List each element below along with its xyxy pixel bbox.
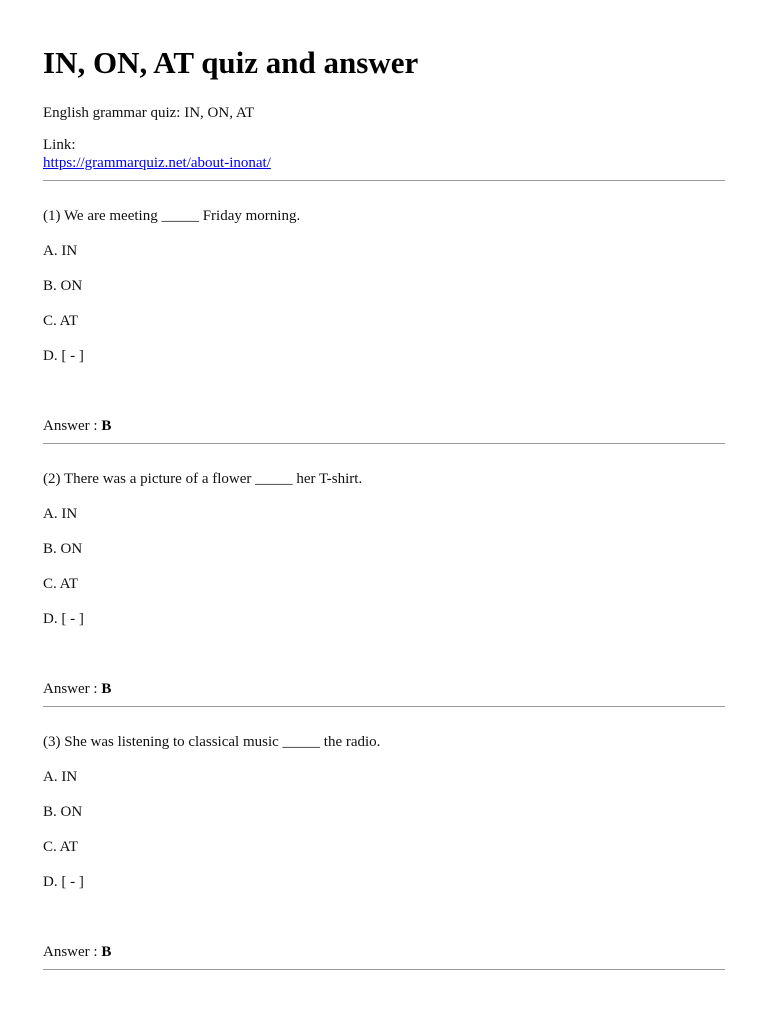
question-text: (1) We are meeting _____ Friday morning. — [43, 208, 301, 224]
option-d: D. [ - ] — [43, 348, 84, 364]
link-label: Link: — [43, 137, 76, 153]
option-d: D. [ - ] — [43, 874, 84, 890]
page-title: IN, ON, AT quiz and answer — [43, 45, 419, 80]
answer-value: B — [101, 418, 112, 434]
option-c: C. AT — [43, 313, 79, 329]
option-c: C. AT — [43, 576, 79, 592]
question-text: (2) There was a picture of a flower _____ her T-shirt. — [43, 471, 363, 487]
option-b: B. ON — [43, 541, 83, 557]
answer-value: B — [101, 681, 112, 697]
option-b: B. ON — [43, 804, 83, 820]
option-a: A. IN — [43, 769, 78, 785]
answer-label: Answer : — [43, 681, 102, 697]
question-divider — [43, 969, 725, 970]
option-a: A. IN — [43, 506, 78, 522]
question-text: (3) She was listening to classical music _____ the radio. — [43, 734, 381, 750]
answer-line — [43, 417, 725, 435]
answer-label: Answer : — [43, 418, 102, 434]
answer-value: B — [101, 944, 112, 960]
answer-line — [43, 680, 725, 698]
question-block-1 — [43, 181, 725, 444]
answer-line — [43, 943, 725, 961]
option-b: B. ON — [43, 278, 83, 294]
page-subtitle: English grammar quiz: IN, ON, AT — [43, 105, 255, 121]
question-block-2 — [43, 444, 725, 707]
question-block-3 — [43, 707, 725, 970]
option-c: C. AT — [43, 839, 79, 855]
option-d: D. [ - ] — [43, 611, 84, 627]
source-link[interactable]: https://grammarquiz.net/about-inonat/ — [43, 155, 271, 171]
answer-label: Answer : — [43, 944, 102, 960]
option-a: A. IN — [43, 243, 78, 259]
